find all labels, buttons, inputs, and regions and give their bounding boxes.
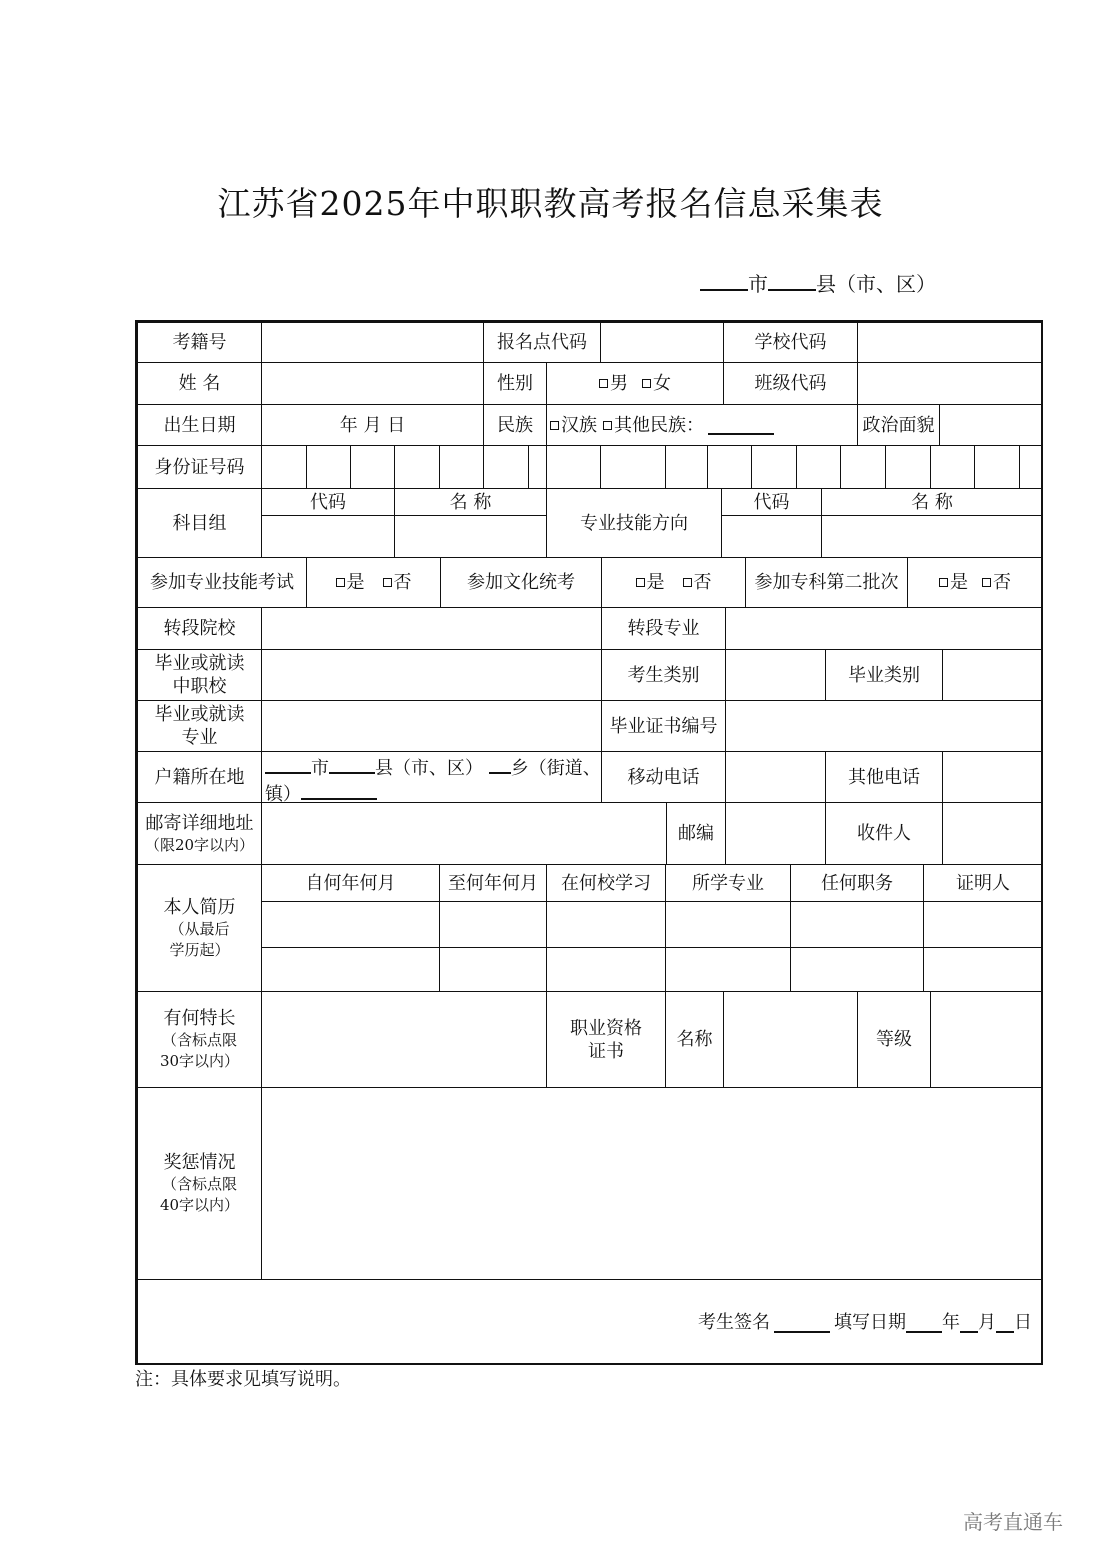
resume-r2-from[interactable]: [261, 947, 440, 992]
id-digit-15[interactable]: [885, 445, 931, 489]
month-blank[interactable]: [960, 1313, 978, 1333]
skill-name-header: 名 称: [821, 488, 1043, 516]
exam-reg-no-field[interactable]: [261, 322, 484, 363]
resume-r1-witness[interactable]: [923, 901, 1043, 948]
subject-name-field[interactable]: [394, 515, 547, 558]
han-label: 汉族: [561, 414, 597, 436]
signature-line: [698, 1280, 1032, 1365]
resume-col-witness: 证明人: [923, 864, 1043, 902]
label-join-second-batch: 参加专科第二批次: [745, 557, 908, 608]
id-digit-5[interactable]: [439, 445, 484, 489]
resume-r1-to[interactable]: [439, 901, 547, 948]
signature-label: 考生签名: [698, 1312, 770, 1333]
label-gender: 性别: [483, 362, 547, 405]
male-label: 男: [610, 373, 628, 394]
label-resume: [137, 864, 262, 992]
mail-address-label: 邮寄详细地址: [145, 812, 254, 834]
reg-point-code-field[interactable]: [600, 322, 724, 363]
id-digit-13[interactable]: [796, 445, 841, 489]
resume-col-major: 所学专业: [665, 864, 791, 902]
name-field[interactable]: [261, 362, 484, 405]
awards-label: 奖惩情况: [163, 1152, 236, 1173]
label-other-phone: 其他电话: [825, 751, 943, 803]
id-digit-7[interactable]: [528, 445, 547, 489]
diploma-no-field[interactable]: [725, 700, 1043, 752]
specialty-note: （含标点限30字以内）: [159, 1031, 240, 1070]
resume-label: 本人简历: [163, 896, 236, 918]
household-detail-blank[interactable]: [301, 780, 377, 800]
subject-code-field[interactable]: [261, 515, 395, 558]
label-name: 姓 名: [137, 362, 262, 405]
label-grad-type: 毕业类别: [825, 649, 943, 701]
county-blank[interactable]: [768, 271, 816, 291]
year-label: 年: [942, 1312, 960, 1333]
skill-name-field[interactable]: [821, 515, 1043, 558]
id-digit-16[interactable]: [930, 445, 975, 489]
yes-label: 是: [646, 572, 665, 593]
signature-row: [137, 1279, 1043, 1365]
ethnicity-options: [546, 404, 858, 446]
id-digit-4[interactable]: [394, 445, 440, 489]
female-label: 女: [653, 373, 671, 394]
male-checkbox[interactable]: [599, 379, 608, 388]
label-grad-major: 毕业或就读专业: [137, 700, 262, 752]
label-political: 政治面貌: [857, 404, 940, 446]
no-label: 否: [993, 572, 1011, 593]
specialty-field[interactable]: [261, 991, 547, 1088]
subject-name-header: 名 称: [394, 488, 547, 516]
grad-school-field[interactable]: [261, 649, 602, 701]
id-digit-9[interactable]: [600, 445, 666, 489]
second-batch-yes-checkbox[interactable]: [939, 578, 948, 587]
resume-r1-position[interactable]: [790, 901, 924, 948]
skill-code-header: 代码: [721, 488, 822, 516]
label-diploma-no: 毕业证书编号: [601, 700, 726, 752]
resume-r2-major[interactable]: [665, 947, 791, 992]
label-mobile: 移动电话: [601, 751, 726, 803]
skill-code-field[interactable]: [721, 515, 822, 558]
day-label: 日: [1014, 1312, 1032, 1333]
id-digit-6[interactable]: [483, 445, 529, 489]
id-digit-14[interactable]: [840, 445, 886, 489]
household-field: [261, 751, 602, 803]
id-digit-18[interactable]: [1019, 445, 1043, 489]
resume-r2-position[interactable]: [790, 947, 924, 992]
label-reg-point-code: 报名点代码: [483, 322, 601, 363]
watermark: 高考直通车: [963, 1510, 1063, 1534]
label-recipient: 收件人: [825, 802, 943, 865]
household-town-label: 乡（街道、镇）: [265, 758, 601, 805]
other-ethnic-blank[interactable]: [708, 415, 774, 435]
resume-col-position: 任何职务: [790, 864, 924, 902]
political-field[interactable]: [939, 404, 1043, 446]
label-exam-reg-no: 考籍号: [137, 322, 262, 363]
year-blank[interactable]: [906, 1313, 942, 1333]
label-school-code: 学校代码: [723, 322, 858, 363]
recipient-field[interactable]: [942, 802, 1043, 865]
culture-exam-yes-checkbox[interactable]: [636, 578, 645, 587]
mail-address-note: （限20字以内）: [144, 835, 255, 854]
qual-level-field[interactable]: [930, 991, 1043, 1088]
label-qualification: 职业资格证书: [546, 991, 666, 1088]
county-label: 县（市、区）: [816, 272, 936, 296]
skill-exam-no-checkbox[interactable]: [383, 578, 392, 587]
label-household: 户籍所在地: [137, 751, 262, 803]
transfer-school-field[interactable]: [261, 607, 602, 650]
label-qual-name: 名称: [665, 991, 724, 1088]
birth-date-field[interactable]: 年 月 日: [261, 404, 484, 446]
resume-r1-school[interactable]: [546, 901, 666, 948]
label-candidate-type: 考生类别: [601, 649, 726, 701]
resume-note: （从最后学历起）: [169, 919, 230, 959]
household-county-label: 县（市、区）: [375, 758, 483, 779]
page-title: 江苏省2025年中职职教高考报名信息采集表: [217, 184, 884, 223]
signature-blank[interactable]: [774, 1313, 830, 1333]
resume-r1-from[interactable]: [261, 901, 440, 948]
resume-col-from: 自何年何月: [261, 864, 440, 902]
city-blank[interactable]: [700, 271, 748, 291]
postcode-field[interactable]: [725, 802, 826, 865]
transfer-major-field[interactable]: [725, 607, 1043, 650]
month-label: 月: [978, 1312, 996, 1333]
label-id-number: 身份证号码: [137, 445, 262, 489]
id-digit-11[interactable]: [707, 445, 752, 489]
resume-r2-school[interactable]: [546, 947, 666, 992]
grad-type-field[interactable]: [942, 649, 1043, 701]
id-digit-10[interactable]: [665, 445, 708, 489]
id-digit-17[interactable]: [974, 445, 1020, 489]
culture-exam-options: [601, 557, 746, 608]
yes-label: 是: [950, 572, 968, 593]
label-awards: [137, 1087, 262, 1280]
grad-major-field[interactable]: [261, 700, 602, 752]
household-city-blank[interactable]: [265, 754, 311, 774]
label-transfer-major: 转段专业: [601, 607, 726, 650]
label-skill-direction: 专业技能方向: [546, 488, 722, 558]
culture-exam-no-checkbox[interactable]: [683, 578, 692, 587]
label-grad-school: 毕业或就读中职校: [137, 649, 262, 701]
footnote: 注：具体要求见填写说明。: [135, 1369, 351, 1390]
skill-exam-yes-checkbox[interactable]: [336, 578, 345, 587]
female-checkbox[interactable]: [642, 379, 651, 388]
label-transfer-school: 转段院校: [137, 607, 262, 650]
label-qual-level: 等级: [857, 991, 931, 1088]
awards-note: （含标点限40字以内）: [159, 1175, 240, 1214]
second-batch-no-checkbox[interactable]: [982, 578, 991, 587]
household-city-label: 市: [311, 758, 329, 779]
mail-address-field[interactable]: [261, 802, 667, 865]
household-county-blank[interactable]: [329, 754, 375, 774]
class-code-field[interactable]: [857, 362, 1043, 405]
label-mail-address: [137, 802, 262, 865]
han-checkbox[interactable]: [550, 421, 559, 430]
label-birth-date: 出生日期: [137, 404, 262, 446]
registration-form: [135, 320, 1043, 1365]
label-class-code: 班级代码: [723, 362, 858, 405]
other-phone-field[interactable]: [942, 751, 1043, 803]
other-ethnic-label: 其他民族：: [614, 414, 704, 436]
skill-exam-options: [306, 557, 441, 608]
candidate-type-field[interactable]: [725, 649, 826, 701]
awards-field[interactable]: [261, 1087, 1043, 1280]
label-specialty: [137, 991, 262, 1088]
specialty-label: 有何特长: [163, 1008, 236, 1029]
resume-col-to: 至何年何月: [439, 864, 547, 902]
other-ethnic-checkbox[interactable]: [603, 421, 612, 430]
fill-date-label: 填写日期: [834, 1312, 906, 1333]
no-label: 否: [693, 572, 712, 593]
label-join-skill-exam: 参加专业技能考试: [137, 557, 307, 608]
label-subject-group: 科目组: [137, 488, 262, 558]
region-line: [700, 268, 936, 297]
yes-label: 是: [346, 572, 365, 593]
label-postcode: 邮编: [666, 802, 726, 865]
resume-r2-to[interactable]: [439, 947, 547, 992]
resume-r2-witness[interactable]: [923, 947, 1043, 992]
city-label: 市: [748, 272, 768, 296]
resume-r1-major[interactable]: [665, 901, 791, 948]
id-digit-3[interactable]: [350, 445, 395, 489]
resume-col-school: 在何校学习: [546, 864, 666, 902]
qual-name-field[interactable]: [723, 991, 858, 1088]
id-digit-2[interactable]: [306, 445, 351, 489]
id-digit-12[interactable]: [751, 445, 797, 489]
no-label: 否: [393, 572, 412, 593]
mobile-field[interactable]: [725, 751, 826, 803]
label-ethnicity: 民族: [483, 404, 547, 446]
school-code-field[interactable]: [857, 322, 1043, 363]
household-town-blank[interactable]: [489, 754, 511, 774]
second-batch-options: [907, 557, 1043, 608]
subject-code-header: 代码: [261, 488, 395, 516]
day-blank[interactable]: [996, 1313, 1014, 1333]
id-digit-1[interactable]: [261, 445, 307, 489]
id-digit-8[interactable]: [546, 445, 601, 489]
label-join-culture-exam: 参加文化统考: [440, 557, 602, 608]
gender-options: [546, 362, 724, 405]
